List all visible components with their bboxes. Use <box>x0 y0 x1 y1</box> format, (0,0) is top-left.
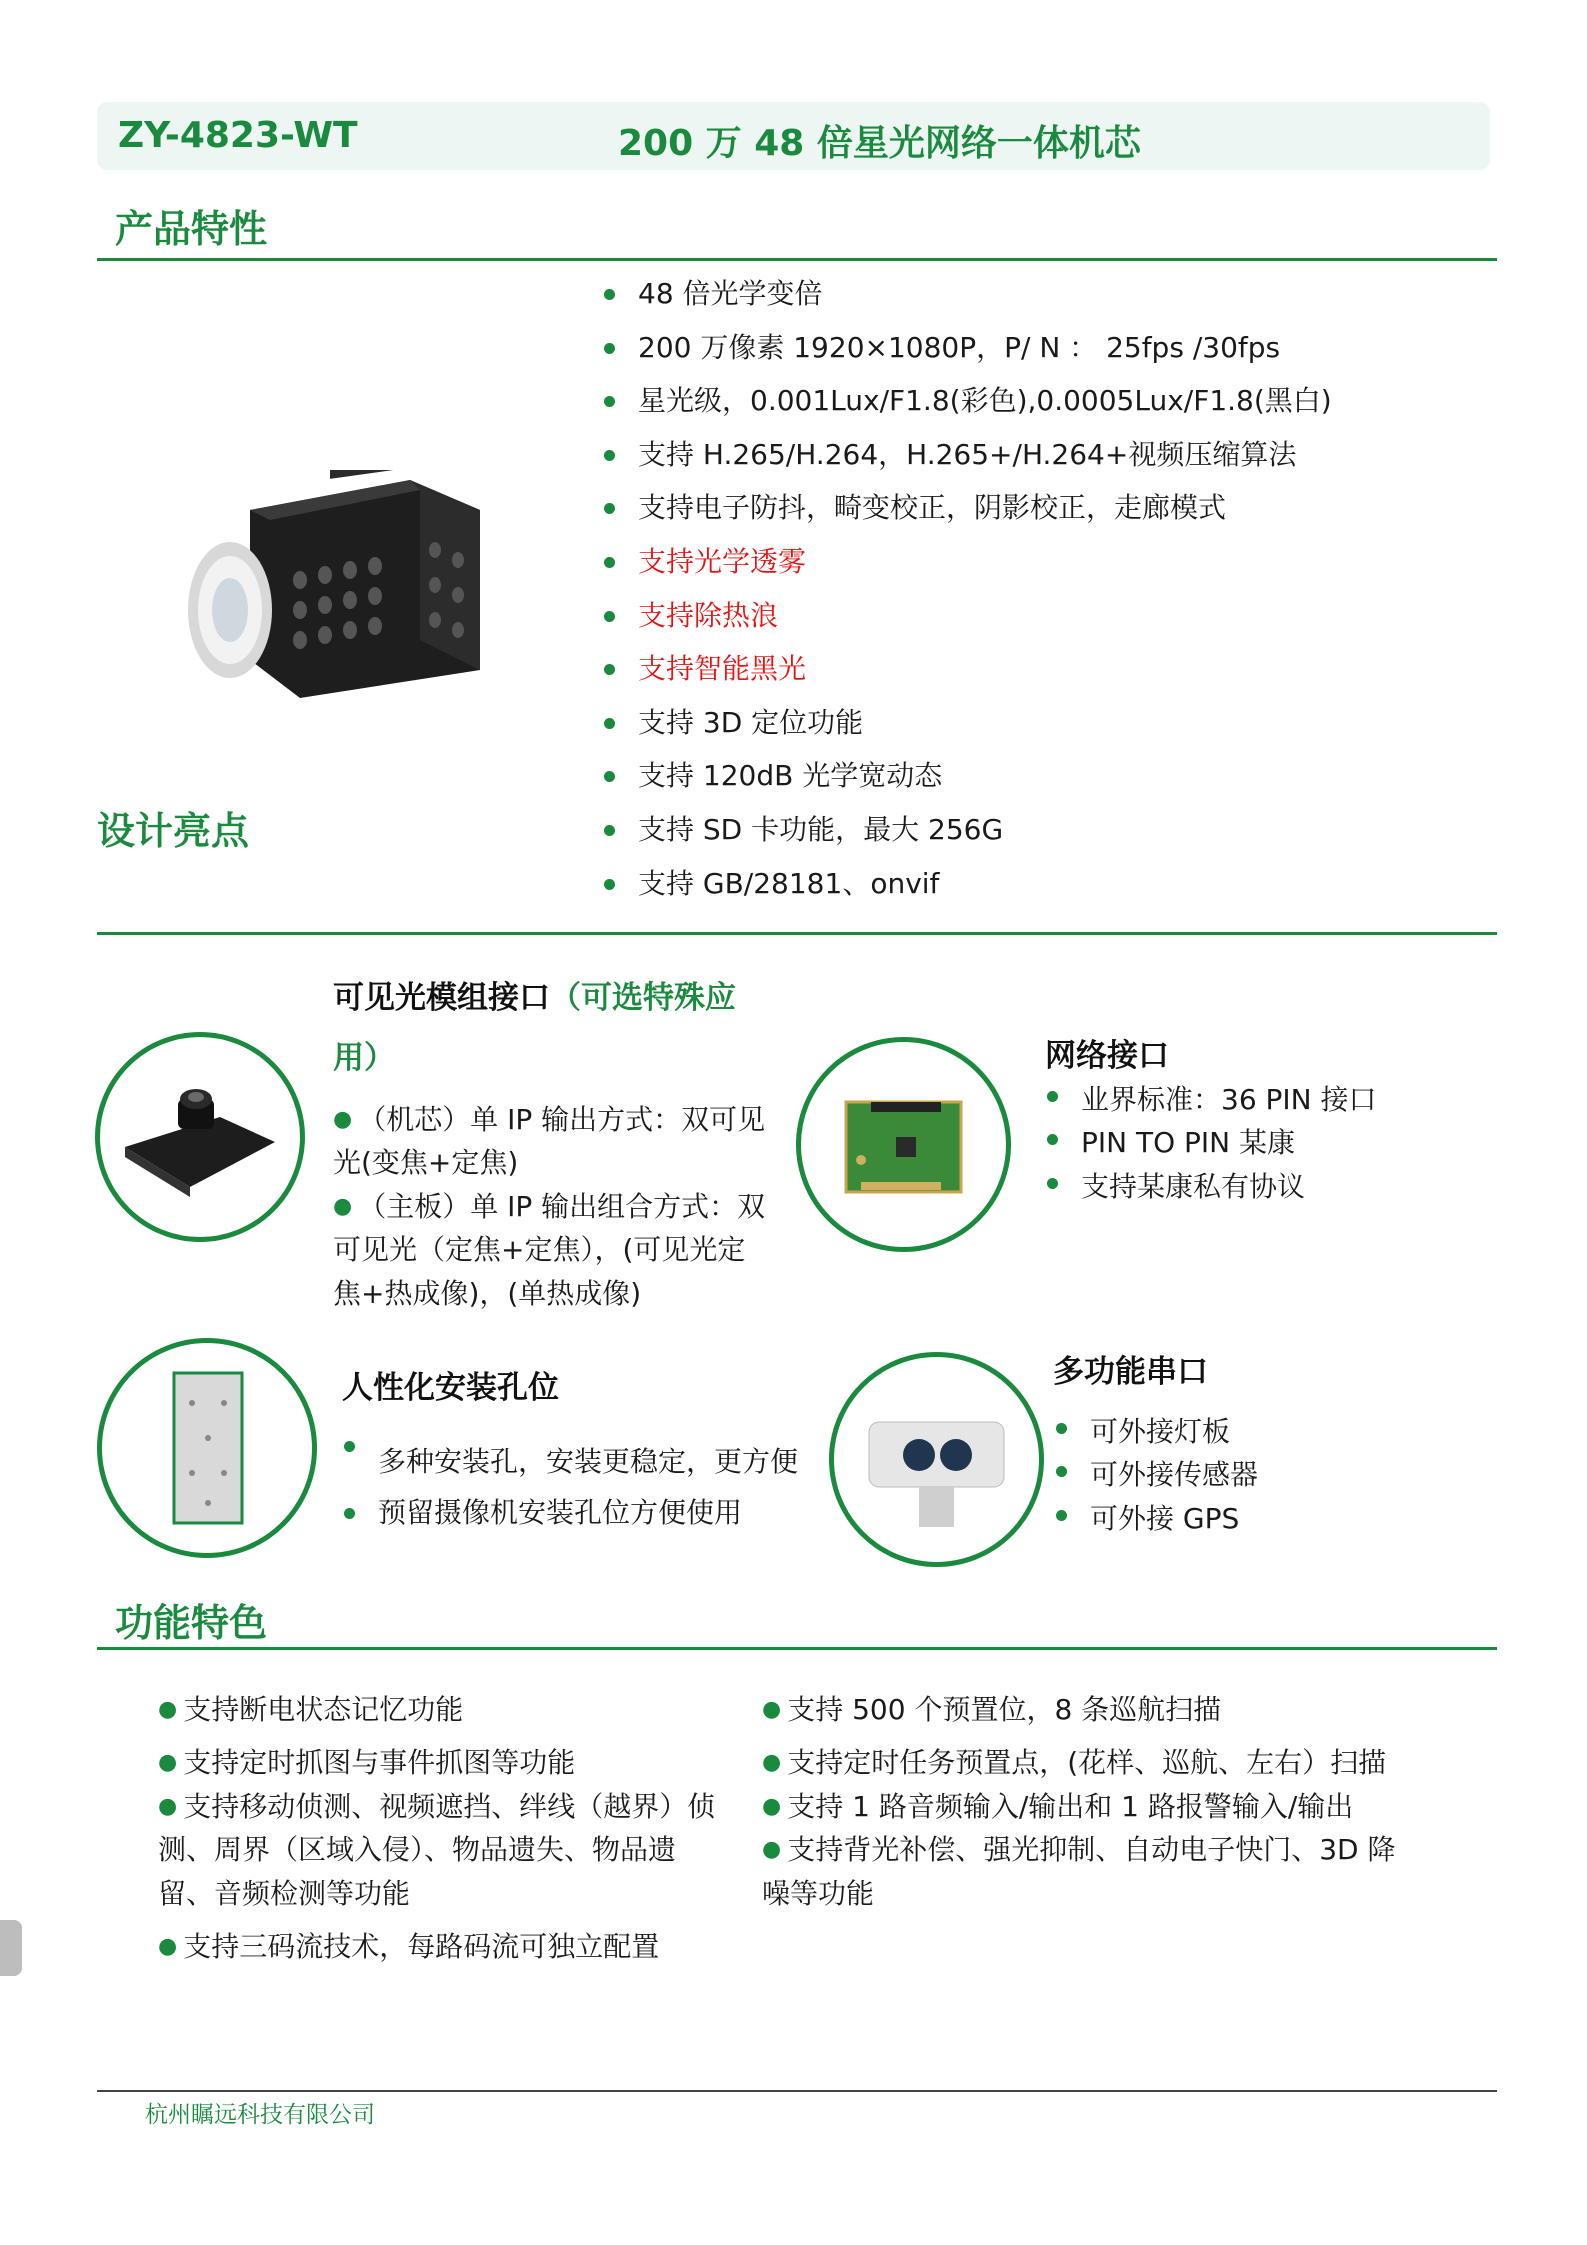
network-interface-item: PIN TO PIN 某康 <box>1043 1121 1483 1164</box>
feature-item-highlight: 支持光学透雾 <box>600 544 1500 598</box>
serial-port-item: 可外接灯板 <box>1052 1410 1472 1453</box>
serial-port-title: 多功能串口 <box>1053 1354 1208 1390</box>
footer-divider <box>97 2090 1497 2092</box>
ptz-camera-image <box>834 1357 1039 1562</box>
feature-item: 支持 H.265/H.264，H.265+/H.264+视频压缩算法 <box>600 437 1500 491</box>
serial-port-circle <box>829 1352 1044 1567</box>
mounting-item: 预留摄像机安装孔位方便使用 <box>340 1495 820 1531</box>
network-interface-item: 支持某康私有协议 <box>1043 1165 1483 1208</box>
visible-interface-title-main: 可见光模组接口 <box>333 980 550 1016</box>
camera-board-image <box>100 1037 300 1237</box>
function-item: ● 支持定时抓图与事件抓图等功能 <box>158 1746 576 1780</box>
visible-interface-title <box>333 968 773 1089</box>
section-divider <box>97 932 1497 935</box>
serial-port-item: 可外接 GPS <box>1052 1497 1472 1540</box>
feature-item: 星光级，0.001Lux/F1.8(彩色),0.0005Lux/F1.8(黑白) <box>600 383 1500 437</box>
visible-interface-text <box>333 1098 773 1315</box>
product-title: 200 万 48 倍星光网络一体机芯 <box>618 123 1141 164</box>
serial-port-item: 可外接传感器 <box>1052 1453 1472 1496</box>
network-board-image <box>801 1042 1006 1247</box>
feature-item-highlight: 支持智能黑光 <box>600 651 1500 705</box>
section-title-product-features: 产品特性 <box>115 207 268 251</box>
mounting-title: 人性化安装孔位 <box>342 1370 559 1406</box>
feature-item: 支持 120dB 光学宽动态 <box>600 758 1500 812</box>
company-name: 杭州瞩远科技有限公司 <box>145 2102 375 2128</box>
function-item: ● 支持定时任务预置点，(花样、巡航、左右）扫描 <box>762 1746 1387 1780</box>
mounting-item: 多种安装孔，安装更稳定，更方便 <box>340 1428 820 1495</box>
function-item: ● 支持移动侦测、视频遮挡、绊线（越界）侦测、周界（区域入侵）、物品遗失、物品遗留、音频检测等功能 <box>158 1789 716 1910</box>
visible-module-circle <box>95 1032 305 1242</box>
visible-interface-title-optional-end: 用） <box>333 1040 395 1077</box>
mounting-circle <box>97 1338 317 1558</box>
function-item: ● 支持三码流技术，每路码流可独立配置 <box>158 1929 660 1963</box>
section-divider <box>97 1647 1497 1650</box>
visible-interface-title-optional: （可选特殊应 <box>550 980 736 1016</box>
visible-interface-para: ● （主板）单 IP 输出组合方式：双可见光（定焦+定焦），(可见光定焦+热成像)，(单热成像) <box>333 1189 766 1310</box>
network-interface-circle <box>796 1037 1011 1252</box>
serial-port-list <box>1052 1410 1472 1540</box>
feature-item-highlight: 支持除热浪 <box>600 598 1500 652</box>
network-interface-list <box>1043 1078 1483 1208</box>
model-number: ZY-4823-WT <box>118 115 358 156</box>
function-item: ● 支持 1 路音频输入/输出和 1 路报警输入/输出 <box>762 1789 1354 1823</box>
visible-interface-para: ● （机芯）单 IP 输出方式：双可见光(变焦+定焦) <box>333 1103 766 1180</box>
functions-left-list <box>158 1688 718 1968</box>
mounting-list <box>340 1428 820 1532</box>
network-interface-item: 业界标准：36 PIN 接口 <box>1043 1078 1483 1121</box>
function-item: ● 支持断电状态记忆功能 <box>158 1693 464 1726</box>
feature-item: 支持 SD 卡功能，最大 256G <box>600 812 1500 866</box>
mounting-plate-image <box>102 1343 312 1553</box>
camera-module-image <box>180 470 510 700</box>
section-title-function-features: 功能特色 <box>115 1601 268 1645</box>
feature-item: 200 万像素 1920×1080P，P/ N ： 25fps /30fps <box>600 330 1500 384</box>
feature-item: 支持电子防抖，畸变校正，阴影校正，走廊模式 <box>600 490 1500 544</box>
section-divider <box>97 258 1497 261</box>
feature-item: 支持 3D 定位功能 <box>600 705 1500 759</box>
side-tab <box>0 1920 22 1976</box>
feature-item: 48 倍光学变倍 <box>600 276 1500 330</box>
function-item: ● 支持 500 个预置位，8 条巡航扫描 <box>762 1693 1222 1726</box>
network-interface-title: 网络接口 <box>1045 1038 1169 1074</box>
function-item: ● 支持背光补偿、强光抑制、自动电子快门、3D 降噪等功能 <box>762 1833 1396 1910</box>
section-title-design-highlights: 设计亮点 <box>97 809 250 853</box>
feature-list <box>600 276 1500 919</box>
functions-right-list <box>762 1688 1422 1915</box>
feature-item: 支持 GB/28181、onvif <box>600 866 1500 920</box>
